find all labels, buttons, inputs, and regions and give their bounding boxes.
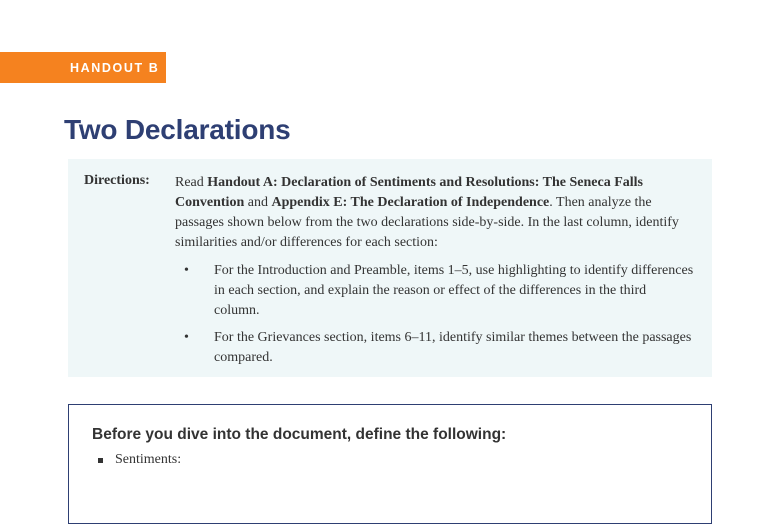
- define-term-text: Sentiments:: [115, 452, 182, 467]
- directions-intro: [175, 175, 679, 250]
- directions-bullet-item: [175, 261, 695, 321]
- directions-box: [68, 159, 712, 377]
- directions-part: Read: [175, 175, 208, 190]
- directions-bullet-item: [175, 328, 695, 368]
- bullet-dot-icon: •: [184, 263, 189, 278]
- directions-bullet-list: [175, 261, 695, 368]
- directions-text: [175, 173, 695, 375]
- directions-bullet-text: For the Grievances section, items 6–11, identify similar themes between the passages compared.: [214, 330, 692, 365]
- directions-part-bold: Handout A: Declaration of Sentiments and Resolutions: The Seneca Falls Convention: [175, 175, 643, 210]
- define-heading: Before you dive into the document, define the following:: [92, 426, 507, 443]
- bullet-dot-icon: •: [184, 330, 189, 345]
- define-term-list: [98, 452, 181, 468]
- directions-part: and: [244, 195, 272, 210]
- define-term-item: [98, 452, 181, 468]
- handout-label-text: HANDOUT B: [70, 60, 160, 75]
- define-box: [68, 404, 712, 524]
- square-bullet-icon: [98, 458, 103, 463]
- handout-label: [0, 52, 166, 83]
- page-title: Two Declarations: [64, 114, 291, 145]
- directions-label: Directions:: [84, 173, 150, 188]
- directions-bullet-text: For the Introduction and Preamble, items 1–5, use highlighting to identify differences in each section, and explain the reason or effect of the differences in the third column.: [214, 263, 694, 318]
- directions-part: . Then analyze the passages shown below from the two declarations side-by-side. In the last column, identify similarities and/or differences for each section:: [175, 195, 679, 250]
- directions-part-bold: Appendix E: The Declaration of Independence: [271, 195, 550, 210]
